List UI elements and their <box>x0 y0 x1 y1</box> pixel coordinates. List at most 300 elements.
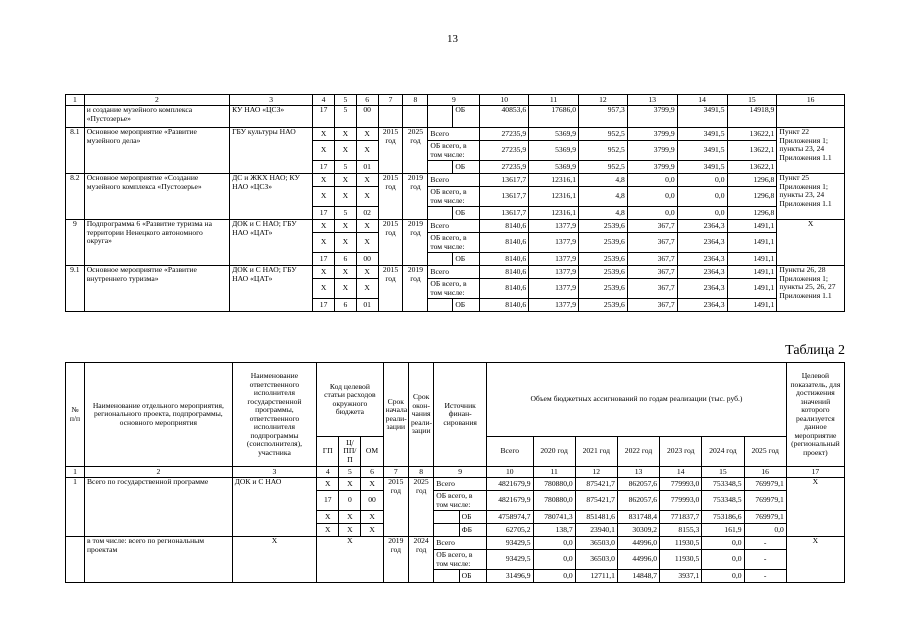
value-cell: 779993,0 <box>660 491 702 511</box>
header-number-row <box>66 467 845 478</box>
name-cell: Подпрограмма 6 «Развитие туризма на территории Ненецкого автономного округа» <box>84 220 229 266</box>
value-cell: 957,3 <box>579 106 628 128</box>
column-number-cell: 12 <box>575 467 617 478</box>
source-cell: Всего <box>428 220 480 233</box>
code-cell: Х <box>313 141 335 161</box>
name-cell: и создание музейного комплекса «Пустозерье» <box>84 106 229 128</box>
value-cell: 3799,9 <box>627 161 677 174</box>
value-cell: 2539,6 <box>579 233 628 253</box>
column-number-cell: 4 <box>313 95 335 106</box>
start-cell: 2015 год <box>383 478 408 537</box>
header-row <box>66 363 845 437</box>
code-cell: 6 <box>334 299 356 312</box>
value-cell: 93429,5 <box>487 550 533 570</box>
column-number-cell: 10 <box>487 467 533 478</box>
source-sub-cell: ОБ <box>453 253 480 266</box>
value-cell: - <box>744 550 786 570</box>
value-cell: 13622,1 <box>727 128 777 141</box>
column-number-cell: 5 <box>334 95 356 106</box>
value-cell: 8140,6 <box>480 253 529 266</box>
code-cell: 17 <box>317 491 339 511</box>
column-number-cell: 4 <box>317 467 339 478</box>
value-cell: 3491,5 <box>677 161 727 174</box>
table-caption: Таблица 2 <box>785 343 845 358</box>
code-cell: Х <box>313 233 335 253</box>
executor-cell: КУ НАО «ЦСЗ» <box>230 106 313 128</box>
value-cell: 2539,6 <box>579 299 628 312</box>
value-cell: 62705,2 <box>487 524 533 537</box>
note-cell: Пункт 22 Приложения 1; пункты 23, 24 Приложения 1.1 <box>777 128 845 174</box>
value-cell: 0,0 <box>702 550 744 570</box>
page-number: 13 <box>447 33 458 45</box>
end-cell <box>403 106 428 128</box>
value-cell: 851481,6 <box>575 511 617 524</box>
header-cell: Срок начала реали-зации <box>383 363 408 467</box>
value-cell: 93429,5 <box>487 537 533 550</box>
source-sub-cell: ОБ <box>453 299 480 312</box>
num-cell: 8.2 <box>66 174 85 220</box>
value-cell: 367,7 <box>627 279 677 299</box>
code-cell: 02 <box>356 207 378 220</box>
column-number-cell: 15 <box>727 95 777 106</box>
start-cell: 2015 год <box>378 220 403 266</box>
value-cell: 2539,6 <box>579 279 628 299</box>
executor-cell: ДОК и С НАО; ГБУ НАО «ЦАТ» <box>230 266 313 312</box>
value-cell: 0,0 <box>627 174 677 187</box>
value-cell: 27235,9 <box>480 161 529 174</box>
value-cell: 3491,5 <box>677 128 727 141</box>
code-cell: 5 <box>334 106 356 128</box>
value-cell: 769979,1 <box>744 478 786 491</box>
value-cell: 1491,1 <box>727 266 777 279</box>
end-cell: 2019 год <box>403 266 428 312</box>
code-cell: 5 <box>334 207 356 220</box>
code-cell: Х <box>317 537 383 583</box>
value-cell: 769979,1 <box>744 491 786 511</box>
name-cell: Основное мероприятие «Развитие музейного дела» <box>84 128 229 174</box>
code-cell: 01 <box>356 161 378 174</box>
value-cell: 875421,7 <box>575 478 617 491</box>
code-cell: Х <box>356 266 378 279</box>
code-cell: Х <box>334 233 356 253</box>
header-cell: ОМ <box>361 437 383 467</box>
value-cell: 40853,6 <box>480 106 529 128</box>
value-cell: 1377,9 <box>529 299 579 312</box>
name-cell: Основное мероприятие «Создание музейного комплекса «Пустозерье» <box>84 174 229 220</box>
value-cell: 831748,4 <box>617 511 659 524</box>
value-cell: 1491,1 <box>727 253 777 266</box>
value-cell: 8140,6 <box>480 220 529 233</box>
code-cell: 0 <box>339 491 361 511</box>
value-cell: 1377,9 <box>529 253 579 266</box>
code-cell: Х <box>356 279 378 299</box>
column-number-cell: 2 <box>84 467 232 478</box>
column-number-cell: 6 <box>361 467 383 478</box>
source-sub-cell: ОБ <box>453 106 480 128</box>
start-cell: 2015 год <box>378 174 403 220</box>
num-cell: 8.1 <box>66 128 85 174</box>
column-number-cell: 1 <box>66 467 85 478</box>
value-cell: 0,0 <box>533 550 575 570</box>
column-number-cell: 13 <box>617 467 659 478</box>
value-cell: 1491,1 <box>727 279 777 299</box>
note-cell: Пункт 25 Приложения 1; пункты 23, 24 Приложения 1.1 <box>777 174 845 220</box>
code-cell: 17 <box>313 253 335 266</box>
code-cell: Х <box>356 220 378 233</box>
budget-table-continuation <box>65 94 845 312</box>
column-number-cell: 17 <box>786 467 844 478</box>
value-cell: 5369,9 <box>529 141 579 161</box>
value-cell: 44996,0 <box>617 537 659 550</box>
column-number-cell: 10 <box>480 95 529 106</box>
target-cell: Х <box>786 537 844 583</box>
code-cell: Х <box>361 524 383 537</box>
value-cell: 769979,1 <box>744 511 786 524</box>
value-cell: 0,0 <box>533 570 575 583</box>
table-row <box>66 106 845 128</box>
executor-cell: ДОК и С НАО; ГБУ НАО «ЦАТ» <box>230 220 313 266</box>
value-cell: 367,7 <box>627 253 677 266</box>
column-number-cell: 9 <box>428 95 480 106</box>
value-cell: 1296,8 <box>727 174 777 187</box>
name-cell: Основное мероприятие «Развитие внутреннего туризма» <box>84 266 229 312</box>
value-cell: 1377,9 <box>529 233 579 253</box>
value-cell: 14848,7 <box>617 570 659 583</box>
note-cell: Х <box>777 220 845 266</box>
start-cell: 2019 год <box>383 537 408 583</box>
value-cell: 1377,9 <box>529 279 579 299</box>
value-cell: 3799,9 <box>627 141 677 161</box>
source-cell: ОБ всего, в том числе: <box>428 279 480 299</box>
code-cell: 00 <box>356 106 378 128</box>
value-cell: 11930,5 <box>660 537 702 550</box>
value-cell: 13617,7 <box>480 207 529 220</box>
code-cell: 17 <box>313 106 335 128</box>
table-row <box>66 128 845 141</box>
header-cell: Всего <box>487 437 533 467</box>
value-cell: 1296,8 <box>727 187 777 207</box>
column-number-cell: 16 <box>744 467 786 478</box>
end-cell: 2019 год <box>403 220 428 266</box>
header-cell: Наименование ответственного исполнителя государственной программы, ответственного исполнителя подпрограммы (соисполнителя), участника <box>232 363 316 467</box>
code-cell: 6 <box>334 253 356 266</box>
source-cell <box>428 207 453 220</box>
value-cell: 13622,1 <box>727 161 777 174</box>
value-cell: 771837,7 <box>660 511 702 524</box>
source-sub-cell: ФБ <box>459 524 486 537</box>
code-cell: Х <box>317 524 339 537</box>
header-cell: ГП <box>317 437 339 467</box>
source-sub-cell: ОБ <box>459 511 486 524</box>
code-cell: 5 <box>334 161 356 174</box>
value-cell: 27235,9 <box>480 141 529 161</box>
code-cell: Х <box>356 174 378 187</box>
column-number-cell: 1 <box>66 95 85 106</box>
value-cell: 138,7 <box>533 524 575 537</box>
value-cell: 779993,0 <box>660 478 702 491</box>
name-cell: в том числе: всего по региональным проектам <box>84 537 232 583</box>
value-cell: 4,8 <box>579 174 628 187</box>
value-cell: 3491,5 <box>677 141 727 161</box>
end-cell: 2025 год <box>403 128 428 174</box>
num-cell: 1 <box>66 478 85 537</box>
value-cell: 753186,6 <box>702 511 744 524</box>
code-cell: Х <box>339 478 361 491</box>
value-cell: 952,5 <box>579 161 628 174</box>
code-cell: Х <box>356 128 378 141</box>
value-cell: 0,0 <box>702 570 744 583</box>
value-cell: 0,0 <box>744 524 786 537</box>
code-cell: Х <box>317 511 339 524</box>
value-cell: 27235,9 <box>480 128 529 141</box>
value-cell: 1491,1 <box>727 299 777 312</box>
code-cell: Х <box>313 187 335 207</box>
header-cell: Источник финан-сирования <box>434 363 487 467</box>
value-cell: 17686,0 <box>529 106 579 128</box>
value-cell: 44996,0 <box>617 550 659 570</box>
executor-cell: ГБУ культуры НАО <box>230 128 313 174</box>
num-cell: 9 <box>66 220 85 266</box>
source-cell: ОБ всего, в том числе: <box>428 233 480 253</box>
code-cell: Х <box>313 128 335 141</box>
value-cell: 780741,3 <box>533 511 575 524</box>
value-cell: 1377,9 <box>529 266 579 279</box>
code-cell: 00 <box>361 491 383 511</box>
value-cell: 5369,9 <box>529 161 579 174</box>
code-cell: Х <box>334 187 356 207</box>
value-cell: 13617,7 <box>480 187 529 207</box>
header-cell: Ц/ПП/П <box>339 437 361 467</box>
value-cell: 0,0 <box>677 187 727 207</box>
budget-table-2 <box>65 362 845 583</box>
header-cell: 2023 год <box>660 437 702 467</box>
num-cell: 9.1 <box>66 266 85 312</box>
value-cell: 31496,9 <box>487 570 533 583</box>
value-cell: 0,0 <box>533 537 575 550</box>
source-cell <box>434 570 459 583</box>
source-cell: Всего <box>428 128 480 141</box>
source-cell: Всего <box>428 266 480 279</box>
value-cell: 11930,5 <box>660 550 702 570</box>
value-cell: 2539,6 <box>579 220 628 233</box>
name-cell: Всего по государственной программе <box>84 478 232 537</box>
value-cell: 2364,3 <box>677 266 727 279</box>
value-cell: 4821679,9 <box>487 478 533 491</box>
source-cell <box>428 253 453 266</box>
code-cell: Х <box>339 524 361 537</box>
column-number-cell: 7 <box>383 467 408 478</box>
source-cell <box>428 106 453 128</box>
code-cell: Х <box>313 220 335 233</box>
value-cell: 0,0 <box>702 537 744 550</box>
code-cell: Х <box>356 141 378 161</box>
value-cell: 780880,0 <box>533 491 575 511</box>
header-cell: 2021 год <box>575 437 617 467</box>
value-cell: 14918,9 <box>727 106 777 128</box>
column-number-cell: 14 <box>677 95 727 106</box>
column-number-cell: 11 <box>533 467 575 478</box>
value-cell: 2364,3 <box>677 253 727 266</box>
value-cell: 8140,6 <box>480 299 529 312</box>
value-cell: 1491,1 <box>727 233 777 253</box>
value-cell: 13617,7 <box>480 174 529 187</box>
value-cell: 0,0 <box>677 207 727 220</box>
note-cell <box>777 106 845 128</box>
code-cell: Х <box>334 141 356 161</box>
value-cell: 2364,3 <box>677 233 727 253</box>
code-cell: Х <box>356 233 378 253</box>
value-cell: 12316,1 <box>529 174 579 187</box>
value-cell: 3491,5 <box>677 106 727 128</box>
table-row <box>66 537 845 550</box>
value-cell: 0,0 <box>677 174 727 187</box>
end-cell: 2024 год <box>408 537 433 583</box>
value-cell: 2364,3 <box>677 220 727 233</box>
table-row <box>66 174 845 187</box>
header-cell: № п/п <box>66 363 85 467</box>
code-cell: Х <box>313 174 335 187</box>
table-row <box>66 266 845 279</box>
value-cell: 367,7 <box>627 266 677 279</box>
code-cell: Х <box>317 478 339 491</box>
value-cell: 3937,1 <box>660 570 702 583</box>
value-cell: 2364,3 <box>677 299 727 312</box>
value-cell: 875421,7 <box>575 491 617 511</box>
code-cell: Х <box>361 478 383 491</box>
column-number-cell: 3 <box>230 95 313 106</box>
value-cell: 952,5 <box>579 128 628 141</box>
source-sub-cell: ОБ <box>459 570 486 583</box>
value-cell: 367,7 <box>627 299 677 312</box>
value-cell: 4,8 <box>579 187 628 207</box>
value-cell: 2539,6 <box>579 266 628 279</box>
value-cell: 161,9 <box>702 524 744 537</box>
column-number-cell: 12 <box>579 95 628 106</box>
column-number-cell: 13 <box>627 95 677 106</box>
value-cell: 36503,0 <box>575 550 617 570</box>
code-cell: Х <box>361 511 383 524</box>
value-cell: 13622,1 <box>727 141 777 161</box>
value-cell: 862057,6 <box>617 478 659 491</box>
source-cell <box>428 161 453 174</box>
value-cell: 862057,6 <box>617 491 659 511</box>
value-cell: 3799,9 <box>627 106 677 128</box>
value-cell: 4821679,9 <box>487 491 533 511</box>
code-cell: Х <box>313 279 335 299</box>
source-cell: Всего <box>434 537 487 550</box>
header-cell: 2020 год <box>533 437 575 467</box>
value-cell: 5369,9 <box>529 128 579 141</box>
value-cell: 12316,1 <box>529 187 579 207</box>
value-cell: 30309,2 <box>617 524 659 537</box>
num-cell <box>66 106 85 128</box>
value-cell: 2539,6 <box>579 253 628 266</box>
value-cell: 0,0 <box>627 207 677 220</box>
value-cell: 753348,5 <box>702 478 744 491</box>
column-number-cell: 5 <box>339 467 361 478</box>
source-cell: ОБ всего, в том числе: <box>434 550 487 570</box>
code-cell: Х <box>334 220 356 233</box>
column-number-cell: 15 <box>702 467 744 478</box>
target-cell: Х <box>786 478 844 537</box>
header-cell: Наименование отдельного мероприятия, регионального проекта, подпрограммы, основного мероприятия <box>84 363 232 467</box>
value-cell: 0,0 <box>627 187 677 207</box>
source-cell <box>434 524 459 537</box>
start-cell: 2015 год <box>378 128 403 174</box>
code-cell: Х <box>334 266 356 279</box>
value-cell: 12316,1 <box>529 207 579 220</box>
value-cell: 12711,1 <box>575 570 617 583</box>
end-cell: 2025 год <box>408 478 433 537</box>
source-cell <box>434 511 459 524</box>
value-cell: - <box>744 537 786 550</box>
note-cell: Пункты 26, 28 Приложения 1; пункты 25, 26, 27 Приложения 1.1 <box>777 266 845 312</box>
column-number-cell: 14 <box>660 467 702 478</box>
value-cell: 8140,6 <box>480 266 529 279</box>
column-number-cell: 7 <box>378 95 403 106</box>
source-cell: Всего <box>428 174 480 187</box>
header-cell: 2024 год <box>702 437 744 467</box>
num-cell <box>66 537 85 583</box>
source-sub-cell: ОБ <box>453 161 480 174</box>
value-cell: 1377,9 <box>529 220 579 233</box>
source-cell: ОБ всего, в том числе: <box>428 141 480 161</box>
header-number-row <box>66 95 845 106</box>
executor-cell: ДОК и С НАО <box>232 478 316 537</box>
value-cell: 23940,1 <box>575 524 617 537</box>
value-cell: 4758974,7 <box>487 511 533 524</box>
value-cell: 4,8 <box>579 207 628 220</box>
table-row <box>66 478 845 491</box>
code-cell: Х <box>334 279 356 299</box>
column-number-cell: 8 <box>403 95 428 106</box>
header-cell: Объем бюджетных ассигнований по годам реализации (тыс. руб.) <box>487 363 787 437</box>
value-cell: 1491,1 <box>727 220 777 233</box>
value-cell: 3799,9 <box>627 128 677 141</box>
code-cell: Х <box>313 266 335 279</box>
column-number-cell: 8 <box>408 467 433 478</box>
header-cell: 2025 год <box>744 437 786 467</box>
column-number-cell: 11 <box>529 95 579 106</box>
code-cell: 17 <box>313 161 335 174</box>
value-cell: 8155,3 <box>660 524 702 537</box>
code-cell: Х <box>334 174 356 187</box>
value-cell: 1296,8 <box>727 207 777 220</box>
code-cell: 17 <box>313 299 335 312</box>
value-cell: - <box>744 570 786 583</box>
column-number-cell: 3 <box>232 467 316 478</box>
value-cell: 36503,0 <box>575 537 617 550</box>
value-cell: 2364,3 <box>677 279 727 299</box>
value-cell: 8140,6 <box>480 233 529 253</box>
start-cell <box>378 106 403 128</box>
code-cell: Х <box>339 511 361 524</box>
code-cell: 17 <box>313 207 335 220</box>
executor-cell: Х <box>232 537 316 583</box>
source-cell <box>428 299 453 312</box>
column-number-cell: 2 <box>84 95 229 106</box>
value-cell: 367,7 <box>627 233 677 253</box>
code-cell: Х <box>356 187 378 207</box>
executor-cell: ДС и ЖКХ НАО; КУ НАО «ЦСЗ» <box>230 174 313 220</box>
value-cell: 8140,6 <box>480 279 529 299</box>
code-cell: Х <box>334 128 356 141</box>
column-number-cell: 16 <box>777 95 845 106</box>
value-cell: 753348,5 <box>702 491 744 511</box>
header-cell: Код целевой статьи расходов окружного бюджета <box>317 363 383 437</box>
source-cell: ОБ всего, в том числе: <box>434 491 487 511</box>
source-cell: Всего <box>434 478 487 491</box>
